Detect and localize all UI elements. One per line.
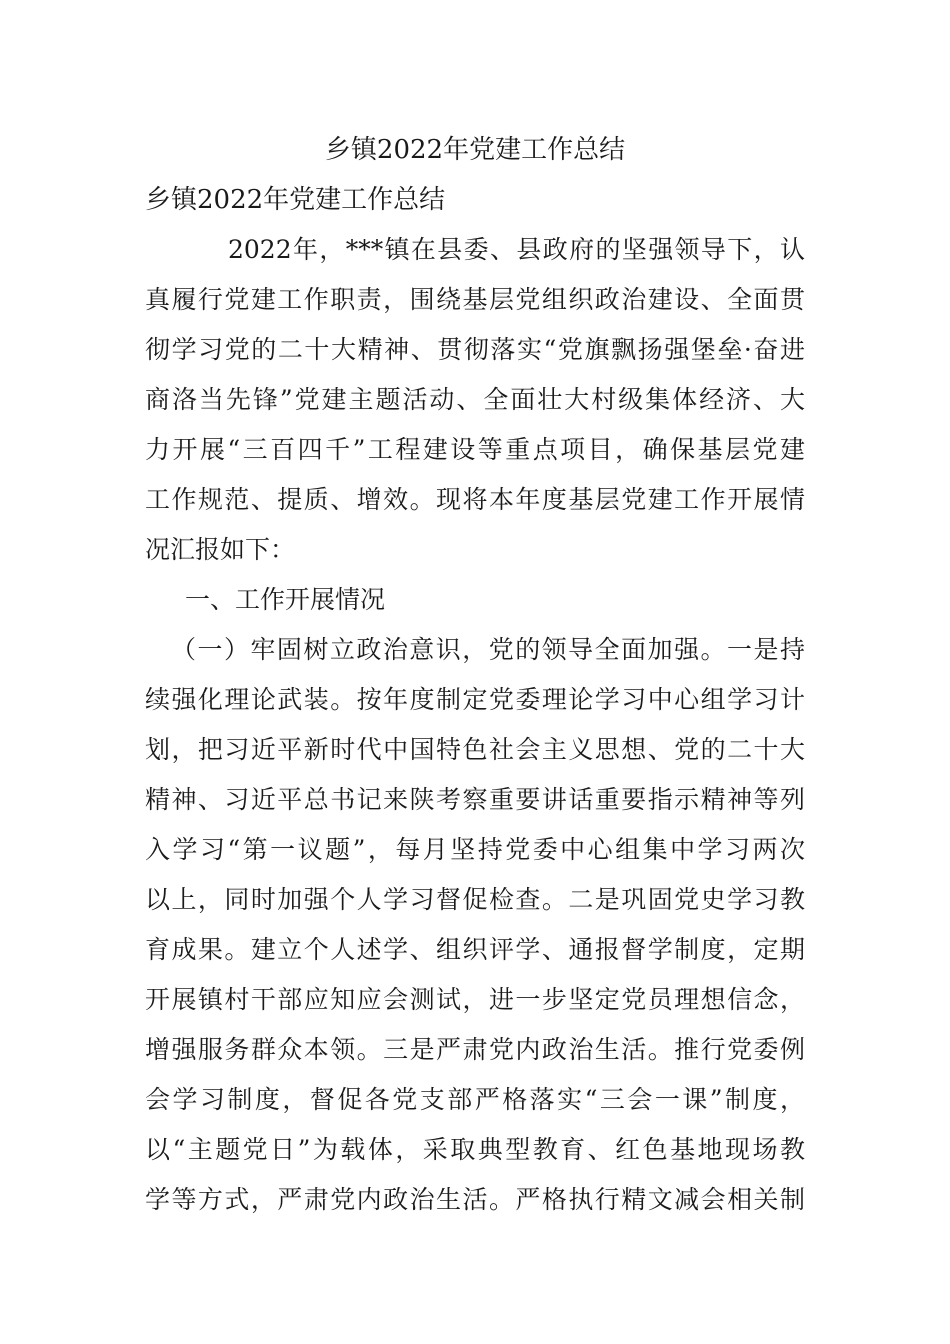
paragraph-line: 2022年，***镇在县委、县政府的坚强领导下，认 — [228, 235, 805, 264]
paragraph-line: 续强化理论武装。按年度制定党委理论学习中心组学习计 — [145, 685, 805, 714]
paragraph-line: 育成果。建立个人述学、组织评学、通报督学制度，定期 — [145, 935, 805, 964]
section-1-paragraph — [145, 625, 805, 1225]
paragraph-line: 学等方式，严肃党内政治生活。严格执行精文减会相关制 — [145, 1185, 805, 1214]
paragraph-line: 会学习制度，督促各党支部严格落实“三会一课”制度， — [145, 1085, 805, 1114]
paragraph-line: 精神、习近平总书记来陕考察重要讲话重要指示精神等列 — [145, 785, 805, 814]
paragraph-line: 入学习“第一议题”，每月坚持党委中心组集中学习两次 — [145, 835, 805, 864]
paragraph-line: 开展镇村干部应知应会测试，进一步坚定党员理想信念， — [145, 985, 805, 1014]
paragraph-line: 真履行党建工作职责，围绕基层党组织政治建设、全面贯 — [145, 285, 805, 314]
document-subtitle: 乡镇2022年党建工作总结 — [145, 185, 446, 215]
paragraph-line: 以“主题党日”为载体，采取典型教育、红色基地现场教 — [145, 1135, 805, 1164]
document-title: 乡镇2022年党建工作总结 — [324, 135, 626, 165]
paragraph-line: 商洛当先锋”党建主题活动、全面壮大村级集体经济、大 — [145, 385, 805, 414]
intro-paragraph — [145, 225, 805, 575]
paragraph-line: （一）牢固树立政治意识，党的领导全面加强。一是持 — [171, 635, 805, 664]
paragraph-line: 况汇报如下： — [145, 535, 296, 564]
paragraph-line: 力开展“三百四千”工程建设等重点项目，确保基层党建 — [145, 435, 805, 464]
paragraph-line: 划，把习近平新时代中国特色社会主义思想、党的二十大 — [145, 735, 805, 764]
paragraph-line: 工作规范、提质、增效。现将本年度基层党建工作开展情 — [145, 485, 805, 514]
paragraph-line: 以上，同时加强个人学习督促检查。二是巩固党史学习教 — [145, 885, 805, 914]
document-page — [145, 125, 805, 1225]
section-heading: 一、工作开展情况 — [185, 585, 386, 614]
paragraph-line: 增强服务群众本领。三是严肃党内政治生活。推行党委例 — [145, 1035, 805, 1064]
paragraph-line: 彻学习党的二十大精神、贯彻落实“党旗飘扬强堡垒·奋进 — [145, 335, 805, 364]
